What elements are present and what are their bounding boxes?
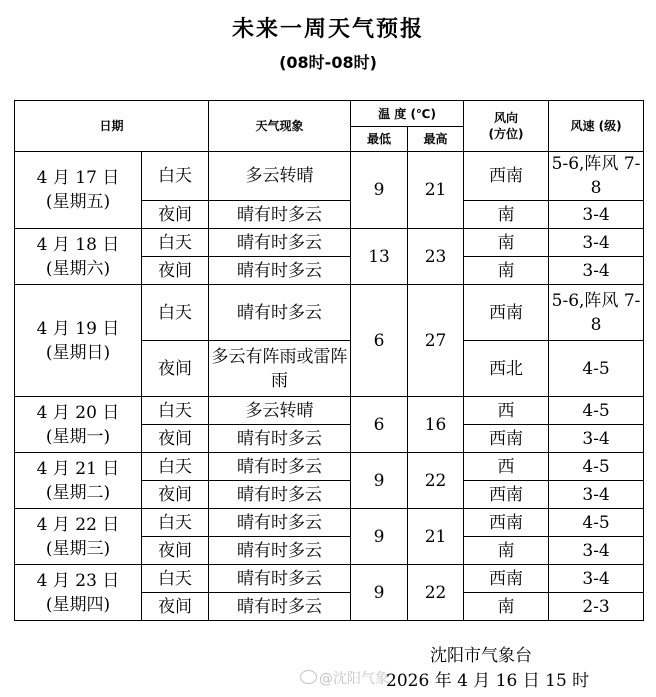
forecast-body	[15, 152, 644, 621]
weekday-label: (星期二)	[45, 482, 111, 503]
period-cell: 白天	[142, 509, 209, 537]
date-label: 4 月 22 日	[36, 514, 120, 535]
wind-dir-cell: 西南	[464, 509, 549, 537]
date-cell	[15, 285, 142, 397]
weather-cell: 多云转晴	[209, 397, 351, 425]
wind-dir-cell: 西南	[464, 425, 549, 453]
temp-low-cell: 9	[351, 565, 408, 621]
temp-high-cell: 22	[408, 565, 464, 621]
header-temp-high: 最高	[408, 127, 464, 152]
issuer: 沈阳市气象台	[430, 646, 532, 666]
wind-dir-cell: 西南	[464, 152, 549, 201]
temp-high-cell: 16	[408, 397, 464, 453]
date-cell	[15, 565, 142, 621]
table-row	[15, 453, 644, 481]
header-wind-speed: 风速 (级)	[549, 101, 644, 152]
temp-low-cell: 9	[351, 152, 408, 229]
weather-cell: 晴有时多云	[209, 565, 351, 593]
page-title: 未来一周天气预报	[231, 17, 424, 42]
weather-cell: 晴有时多云	[209, 593, 351, 621]
weather-cell: 晴有时多云	[209, 509, 351, 537]
wind-speed-cell: 3-4	[549, 537, 644, 565]
period-cell: 夜间	[142, 341, 209, 397]
wind-dir-cell: 南	[464, 257, 549, 285]
wind-speed-cell: 3-4	[549, 425, 644, 453]
wind-speed-cell: 3-4	[549, 257, 644, 285]
wind-dir-cell: 西	[464, 397, 549, 425]
table-row	[15, 285, 644, 341]
weibo-icon	[300, 670, 317, 684]
forecast-table	[14, 100, 644, 621]
wind-dir-cell: 南	[464, 229, 549, 257]
wind-speed-cell: 3-4	[549, 565, 644, 593]
weekday-label: (星期日)	[45, 342, 111, 363]
date-label: 4 月 19 日	[36, 318, 120, 339]
weekday-label: (星期六)	[45, 258, 111, 279]
date-cell	[15, 509, 142, 565]
header-temp-low: 最低	[351, 127, 408, 152]
temp-high-cell: 27	[408, 285, 464, 397]
header-temp: 温 度 (℃)	[351, 101, 464, 127]
period-cell: 夜间	[142, 257, 209, 285]
temp-low-cell: 6	[351, 285, 408, 397]
weather-cell: 晴有时多云	[209, 257, 351, 285]
header-wind-dir-sub: (方位)	[488, 127, 524, 141]
period-cell: 夜间	[142, 593, 209, 621]
wind-dir-cell: 南	[464, 593, 549, 621]
temp-low-cell: 9	[351, 453, 408, 509]
wind-dir-cell: 西北	[464, 341, 549, 397]
temp-high-cell: 21	[408, 509, 464, 565]
weekday-label: (星期三)	[45, 538, 111, 559]
weather-cell: 晴有时多云	[209, 481, 351, 509]
period-cell: 夜间	[142, 425, 209, 453]
weekday-label: (星期一)	[45, 426, 111, 447]
wind-speed-cell: 3-4	[549, 201, 644, 229]
watermark	[300, 668, 389, 688]
period-cell: 白天	[142, 152, 209, 201]
date-cell	[15, 453, 142, 509]
table-row	[15, 397, 644, 425]
temp-high-cell: 23	[408, 229, 464, 285]
temp-high-cell: 21	[408, 152, 464, 229]
header-weather: 天气现象	[209, 101, 351, 152]
weather-cell: 晴有时多云	[209, 201, 351, 229]
date-cell	[15, 152, 142, 229]
weather-cell: 多云有阵雨或雷阵雨	[209, 341, 351, 397]
weather-cell: 晴有时多云	[209, 229, 351, 257]
temp-low-cell: 9	[351, 509, 408, 565]
period-cell: 夜间	[142, 537, 209, 565]
header-date: 日期	[15, 101, 209, 152]
weekday-label: (星期四)	[45, 594, 111, 615]
date-label: 4 月 18 日	[36, 234, 120, 255]
watermark-text: @沈阳气象	[319, 671, 389, 687]
wind-speed-cell: 3-4	[549, 481, 644, 509]
date-label: 4 月 20 日	[36, 402, 120, 423]
period-cell: 白天	[142, 397, 209, 425]
wind-speed-cell: 4-5	[549, 509, 644, 537]
weather-cell: 晴有时多云	[209, 285, 351, 341]
wind-speed-cell: 5-6,阵风 7-8	[549, 285, 644, 341]
weather-cell: 多云转晴	[209, 152, 351, 201]
weather-cell: 晴有时多云	[209, 537, 351, 565]
wind-speed-cell: 4-5	[549, 397, 644, 425]
table-row	[15, 229, 644, 257]
period-cell: 白天	[142, 453, 209, 481]
wind-speed-cell: 3-4	[549, 229, 644, 257]
period-cell: 夜间	[142, 481, 209, 509]
wind-speed-cell: 4-5	[549, 453, 644, 481]
weekday-label: (星期五)	[45, 192, 111, 212]
date-label: 4 月 17 日	[36, 168, 120, 188]
period-cell: 白天	[142, 565, 209, 593]
table-row	[15, 565, 644, 593]
wind-dir-cell: 西	[464, 453, 549, 481]
wind-dir-cell: 南	[464, 537, 549, 565]
date-cell	[15, 229, 142, 285]
period-cell: 白天	[142, 285, 209, 341]
period-cell: 白天	[142, 229, 209, 257]
wind-speed-cell: 2-3	[549, 593, 644, 621]
date-cell	[15, 397, 142, 453]
header-wind-dir	[464, 101, 549, 152]
date-label: 4 月 23 日	[36, 570, 120, 591]
temp-low-cell: 13	[351, 229, 408, 285]
wind-speed-cell: 5-6,阵风 7-8	[549, 152, 644, 201]
weather-cell: 晴有时多云	[209, 425, 351, 453]
temp-high-cell: 22	[408, 453, 464, 509]
wind-speed-cell: 4-5	[549, 341, 644, 397]
table-row	[15, 509, 644, 537]
temp-low-cell: 6	[351, 397, 408, 453]
wind-dir-cell: 西南	[464, 481, 549, 509]
wind-dir-cell: 西南	[464, 285, 549, 341]
weather-cell: 晴有时多云	[209, 453, 351, 481]
date-label: 4 月 21 日	[36, 458, 120, 479]
header-wind-dir-label: 风向	[494, 111, 519, 125]
wind-dir-cell: 南	[464, 201, 549, 229]
issue-time: 2026 年 4 月 16 日 15 时	[386, 671, 590, 691]
table-row	[15, 152, 644, 201]
wind-dir-cell: 西南	[464, 565, 549, 593]
page-subtitle: (08时-08时)	[279, 53, 377, 72]
period-cell: 夜间	[142, 201, 209, 229]
